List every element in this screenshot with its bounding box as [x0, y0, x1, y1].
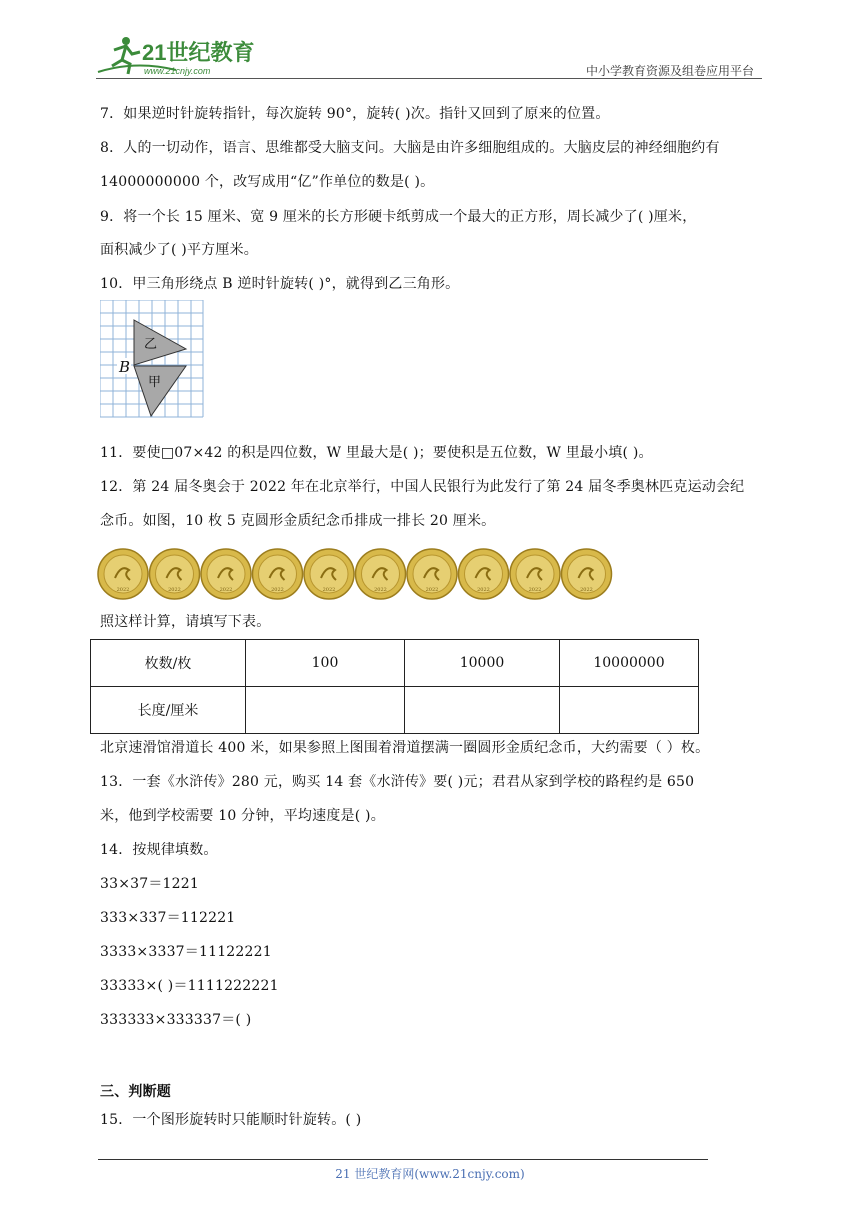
answer-cell[interactable]: [246, 687, 405, 734]
section-title-judgement: 三、判断题: [100, 1084, 171, 1100]
coin-year: 2022: [374, 587, 387, 593]
coin-year: 2022: [116, 587, 130, 593]
question-8-line1: 8．人的一切动作，语言、思维都受大脑支问。大脑是由许多细胞组成的。大脑皮层的神经细胞约有: [100, 140, 720, 156]
rotation-figure: [100, 300, 204, 418]
header-divider: [96, 78, 762, 79]
table-cell: 10000000: [560, 640, 699, 687]
question-12-line4: 北京速滑馆滑道长 400 米，如果参照上图围着滑道摆满一圈圆形金质纪念币，大约需要（ ）枚。: [100, 740, 710, 756]
equation-3: 3333×3337＝11122221: [100, 944, 272, 960]
coin-year: 2022: [477, 587, 490, 593]
coin-icon: [407, 549, 457, 599]
triangle-yi-label: 乙: [144, 337, 158, 352]
logo: [96, 34, 266, 78]
equation-4: 33333×( )＝1111222221: [100, 978, 279, 994]
question-8-line2: 14000000000 个，改写成用“亿”作单位的数是( )。: [100, 174, 435, 190]
question-12-line1: 12．第 24 届冬奥会于 2022 年在北京举行，中国人民银行为此发行了第 24 届冬季奥林匹克运动会纪: [100, 479, 745, 495]
commemorative-coins-row: [96, 545, 620, 603]
answer-cell[interactable]: [560, 687, 699, 734]
header-platform-text: 中小学教育资源及组卷应用平台: [585, 64, 754, 78]
fill-in-table: [90, 639, 699, 734]
question-13-line2: 米，他到学校需要 10 分钟，平均速度是( )。: [100, 808, 385, 824]
triangle-jia-label: 甲: [148, 375, 162, 390]
coin-year: 2022: [219, 587, 233, 593]
coin-year: 2022: [168, 587, 181, 593]
coin-icon: [201, 549, 251, 599]
answer-cell[interactable]: [405, 687, 560, 734]
coin-icon: [304, 549, 354, 599]
question-12-line2: 念币。如图，10 枚 5 克圆形金质纪念币排成一排长 20 厘米。: [100, 513, 496, 529]
coin-icon: [510, 549, 560, 599]
coin-year: 2022: [271, 587, 284, 593]
question-7: 7．如果逆时针旋转指针，每次旋转 90°，旋转( )次。指针又回到了原来的位置。: [100, 106, 610, 122]
table-row: [91, 640, 699, 687]
table-cell: 100: [246, 640, 405, 687]
coin-icon: [98, 549, 148, 599]
table-row: [91, 687, 699, 734]
question-13-line1: 13．一套《水浒传》280 元，购买 14 套《水浒传》要( )元；君君从家到学校的路程约是 650: [100, 774, 695, 790]
question-15: 15．一个图形旋转时只能顺时针旋转。( ): [100, 1112, 362, 1128]
table-cell: 枚数/枚: [91, 640, 246, 687]
coin-year: 2022: [425, 587, 439, 593]
table-cell: 长度/厘米: [91, 687, 246, 734]
question-9-line1: 9．将一个长 15 厘米、宽 9 厘米的长方形硬卡纸剪成一个最大的正方形，周长减少了( )厘米，: [100, 209, 697, 225]
page-header: [96, 32, 762, 80]
logo-text: 21世纪教育: [142, 40, 255, 65]
coin-year: 2022: [528, 587, 542, 593]
coin-icon: [253, 549, 303, 599]
question-12-line3: 照这样计算，请填写下表。: [100, 614, 271, 630]
question-14: 14．按规律填数。: [100, 842, 218, 858]
question-9-line2: 面积减少了( )平方厘米。: [100, 242, 258, 258]
footer-text: 21 世纪教育网(www.21cnjy.com): [335, 1167, 525, 1181]
point-b-label: B: [119, 358, 131, 376]
coin-icon: [562, 549, 612, 599]
table-cell: 10000: [405, 640, 560, 687]
logo-url: www.21cnjy.com: [144, 66, 211, 76]
coin-icon: [150, 549, 200, 599]
footer-divider: [98, 1159, 708, 1160]
coin-icon: [459, 549, 509, 599]
question-11: 11．要使□07×42 的积是四位数，W 里最大是( )；要使积是五位数，W 里最小填( )。: [100, 445, 653, 461]
question-10: 10．甲三角形绕点 B 逆时针旋转( )°，就得到乙三角形。: [100, 276, 460, 292]
equation-5: 333333×333337＝( ): [100, 1012, 252, 1028]
coin-year: 2022: [322, 587, 336, 593]
equation-1: 33×37＝1221: [100, 876, 199, 892]
equation-2: 333×337＝112221: [100, 910, 236, 926]
coin-year: 2022: [580, 587, 593, 593]
coin-icon: [356, 549, 406, 599]
